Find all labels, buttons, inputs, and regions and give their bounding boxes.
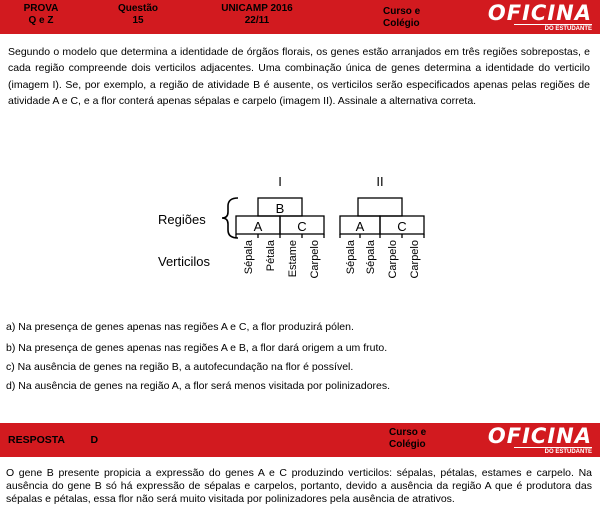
- diagram-II-left-label: A: [355, 219, 365, 234]
- flower-diagram: [0, 168, 600, 318]
- answer-text: O gene B presente propicia a expressão do genes A e C produzindo verticilos: sépalas, pétalas, estames e carpelo. Na ausência do gene B só há expressão de sépalas e carpelos, portanto, devido a ausência da região A que é produtora das sépalas e pétalas, essa flor não será muito visitada por polinizadores pela ausência de atrativos.: [6, 467, 592, 505]
- questao-value: 15: [132, 15, 144, 26]
- exam-label: UNICAMP 2016: [221, 3, 293, 14]
- questao-cell: [108, 3, 168, 27]
- option-a: a) Na presença de genes apenas nas regiões A e C, a flor produzirá pólen.: [6, 321, 354, 333]
- label-II: II: [376, 174, 384, 189]
- prova-cell: [18, 3, 64, 27]
- answer-label-cell: [8, 434, 98, 446]
- answer-curso-line2: Colégio: [389, 439, 426, 450]
- label-I: I: [278, 174, 282, 189]
- diagram-I-verticil-3: Estame: [287, 240, 299, 278]
- answer-value: D: [90, 434, 99, 446]
- answer-label: RESPOSTA: [8, 434, 65, 446]
- diagram-II-verticil-2: Sépala: [365, 240, 377, 275]
- diagram-II-verticil-3: Carpelo: [387, 240, 399, 279]
- diagram-I-left-label: A: [253, 219, 263, 234]
- header-bar: [0, 0, 600, 34]
- diagram-I-verticil-4: Carpelo: [309, 240, 321, 279]
- diagram-I-right-label: C: [297, 219, 307, 234]
- diagram-II-verticil-1: Sépala: [345, 240, 357, 275]
- answer-logo-word: OFICINA: [487, 424, 592, 448]
- oficina-logo: [474, 2, 592, 32]
- answer-bar: [0, 423, 600, 457]
- question-text: Segundo o modelo que determina a identidade de órgãos florais, os genes estão arranjados em três regiões sobrepostas, e cada região compreende dois verticilos adjacentes. Uma combinação única de genes determina a identidade do verticilo (imagem I). Se, por exemplo, a região de atividade B é ausente, os verticilos serão especificados apenas pelas regiões de atividade A e C, e a flor conterá apenas sépalas e carpelo (imagem II). Assinale a alternativa correta.: [8, 46, 590, 108]
- option-c: c) Na ausência de genes na região B, a autofecundação na flor é possível.: [6, 361, 354, 373]
- prova-label: PROVA: [23, 3, 59, 14]
- answer-oficina-logo: [474, 425, 592, 455]
- answer-logo-sub: DO ESTUDANTE: [514, 447, 592, 456]
- curso-line2: Colégio: [383, 18, 420, 29]
- curso-line1: Curso e: [383, 6, 421, 17]
- diagram-II-right-label: C: [397, 219, 407, 234]
- diagram-I-top-label: B: [275, 201, 285, 216]
- answer-curso-cell: [389, 427, 439, 451]
- logo-word: OFICINA: [487, 1, 592, 25]
- diagram-I-verticil-1: Sépala: [243, 240, 255, 275]
- answer-curso-line1: Curso e: [389, 427, 427, 438]
- regions-label: Regiões: [158, 212, 206, 227]
- option-b: b) Na presença de genes apenas nas regiões A e B, a flor dará origem a um fruto.: [6, 342, 388, 354]
- logo-sub: DO ESTUDANTE: [514, 24, 592, 33]
- diagram-II-verticil-4: Carpelo: [409, 240, 421, 279]
- option-d: d) Na ausência de genes na região A, a flor será menos visitada por polinizadores.: [6, 380, 391, 392]
- diagram-I-verticil-2: Pétala: [265, 240, 277, 272]
- curso-cell: [383, 6, 433, 30]
- exam-date: 22/11: [244, 15, 270, 26]
- diagram-II-box-top: [358, 198, 402, 216]
- exam-cell: [212, 3, 302, 27]
- questao-label: Questão: [117, 3, 158, 14]
- verticils-label: Verticilos: [158, 254, 211, 269]
- prova-value: Q e Z: [28, 15, 54, 26]
